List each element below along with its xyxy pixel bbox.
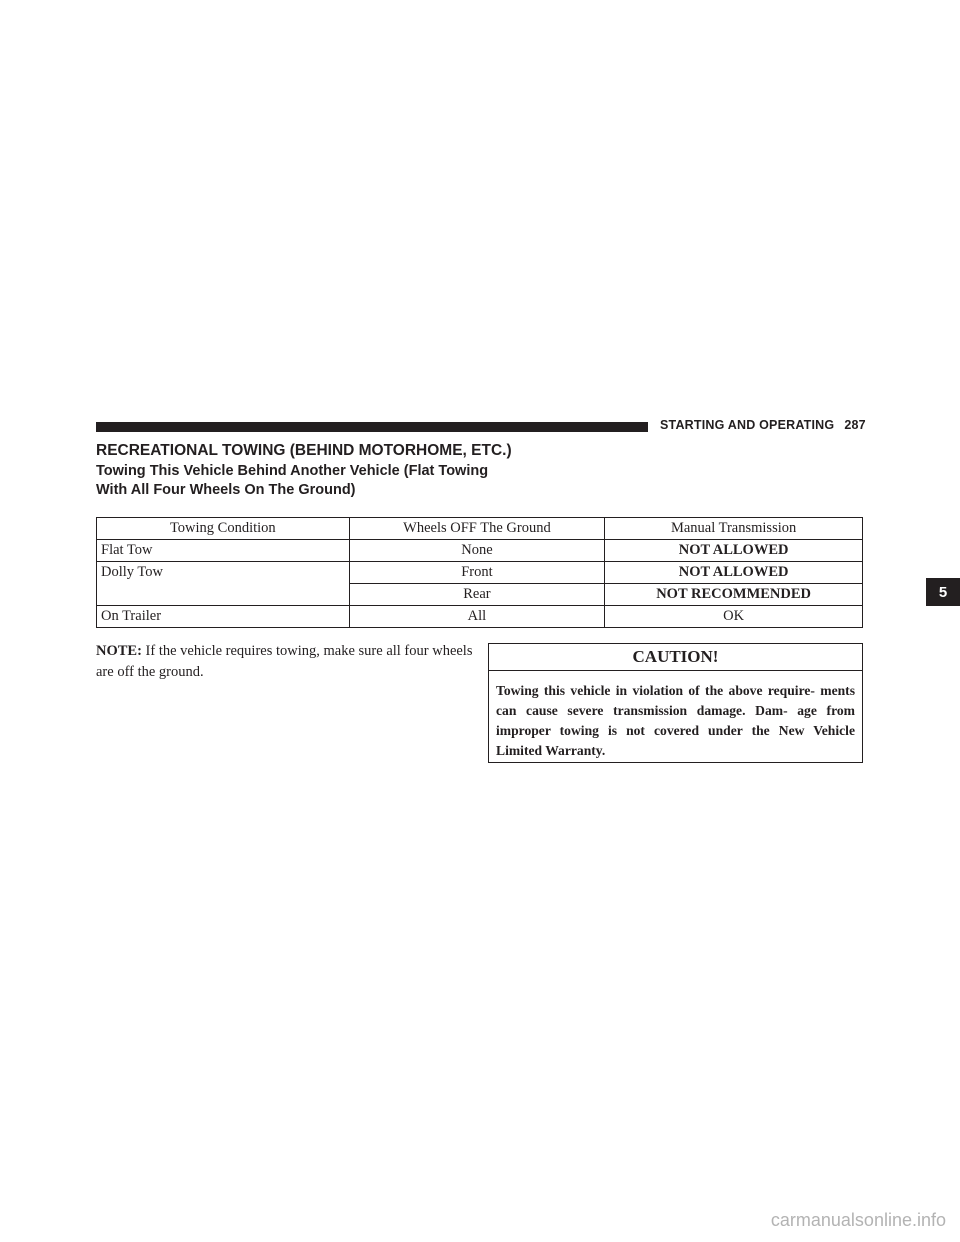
table-row [97,540,863,562]
caution-text: Towing this vehicle in violation of the above require- ments can cause severe transmission damage. Dam- age from improper towing is not covered under the New Vehicle Limited Warranty. [496,683,855,758]
chapter-tab: 5 [926,578,960,606]
note-paragraph [96,641,476,683]
manual-transmission-cell: NOT ALLOWED [605,540,863,562]
wheels-off-cell: Rear [349,584,605,606]
note-label: NOTE: [96,643,142,659]
towing-condition-cell: On Trailer [97,606,350,628]
subsection-heading: Towing This Vehicle Behind Another Vehicle (Flat Towing With All Four Wheels On The Ground) [96,463,489,498]
section-heading: RECREATIONAL TOWING (BEHIND MOTORHOME, ETC.) [96,442,512,459]
header-rule [96,422,648,432]
table-row [97,562,863,584]
manual-transmission-cell: OK [605,606,863,628]
column-header: Towing Condition [97,518,350,540]
column-header: Wheels OFF The Ground [349,518,605,540]
wheels-off-cell: All [349,606,605,628]
table-header-row [97,518,863,540]
manual-transmission-cell: NOT RECOMMENDED [605,584,863,606]
section-title: STARTING AND OPERATING [660,418,835,432]
towing-condition-cell: Flat Tow [97,540,350,562]
caution-title: CAUTION! [489,644,862,671]
running-header [660,418,866,432]
table-row [97,606,863,628]
note-text: If the vehicle requires towing, make sure all four wheels are off the ground. [96,643,473,680]
wheels-off-cell: Front [349,562,605,584]
page-number: 287 [844,418,866,432]
towing-table [96,517,863,628]
watermark: carmanualsonline.info [770,1210,946,1230]
column-header: Manual Transmission [605,518,863,540]
manual-transmission-cell: NOT ALLOWED [605,562,863,584]
caution-box [488,643,863,763]
towing-condition-cell: Dolly Tow [97,562,350,606]
wheels-off-cell: None [349,540,605,562]
